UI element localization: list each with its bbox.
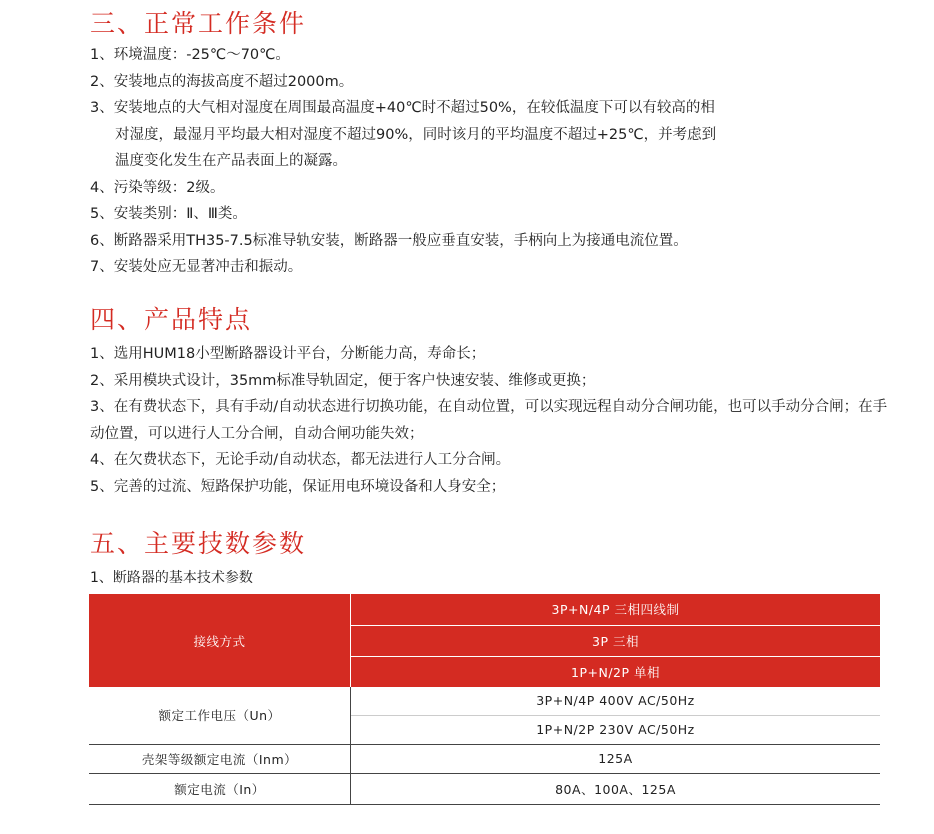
voltage-value: 1P+N/2P 230V AC/50Hz (351, 715, 881, 744)
wiring-value: 3P 三相 (351, 625, 881, 656)
list-item: 4、污染等级：2级。 (90, 179, 225, 196)
frame-current-value: 125A (351, 744, 881, 773)
list-item: 1、环境温度：-25℃～70℃。 (90, 47, 290, 63)
list-item: 7、安装处应无显著冲击和振动。 (90, 259, 303, 275)
list-item: 温度变化发生在产品表面上的凝露。 (115, 153, 347, 169)
section5-title: 五、主要技数参数 (90, 529, 307, 558)
spec-table (89, 594, 880, 805)
list-item: 5、完善的过流、短路保护功能，保证用电环境设备和人身安全； (90, 478, 506, 495)
list-item: 3、在有费状态下，具有手动/自动状态进行切换功能，在自动位置，可以实现远程自动分合闸功能，也可以手动分合闸；在手动位置，可以进行人工分合闸，自动合闸功能失效； (90, 399, 888, 442)
voltage-label: 额定工作电压（Un） (89, 687, 351, 744)
list-item: 对湿度，最湿月平均最大相对湿度不超过90%，同时该月的平均温度不超过+25℃，并考虑到 (115, 126, 717, 143)
section4-title: 四、产品特点 (90, 305, 253, 334)
wiring-label: 接线方式 (89, 594, 351, 687)
list-item: 5、安装类别：Ⅱ、Ⅲ类。 (90, 206, 247, 222)
list-item: 6、断路器采用TH35-7.5标准导轨安装，断路器一般应垂直安装，手柄向上为接通电流位置。 (90, 232, 688, 249)
rated-current-value: 80A、100A、125A (351, 773, 881, 804)
list-item: 2、采用模块式设计，35mm标准导轨固定，便于客户快速安装、维修或更换； (90, 372, 596, 389)
section3-title: 三、正常工作条件 (90, 9, 307, 38)
list-item: 4、在欠费状态下，无论手动/自动状态，都无法进行人工分合闸。 (90, 452, 511, 468)
voltage-value: 3P+N/4P 400V AC/50Hz (351, 687, 881, 715)
list-item: 3、安装地点的大气相对湿度在周围最高温度+40℃时不超过50%，在较低温度下可以有较高的相 (90, 100, 715, 116)
list-item: 1、选用HUM18小型断路器设计平台，分断能力高，寿命长； (90, 346, 486, 362)
wiring-value: 3P+N/4P 三相四线制 (351, 594, 881, 625)
rated-current-label: 额定电流（In） (89, 773, 351, 804)
frame-current-label: 壳架等级额定电流（Inm） (89, 744, 351, 773)
section3-list (90, 42, 890, 281)
wiring-value: 1P+N/2P 单相 (351, 656, 881, 687)
list-item: 2、安装地点的海拔高度不超过2000m。 (90, 73, 354, 90)
table-caption: 1、断路器的基本技术参数 (90, 570, 253, 586)
section4-list (90, 341, 890, 500)
